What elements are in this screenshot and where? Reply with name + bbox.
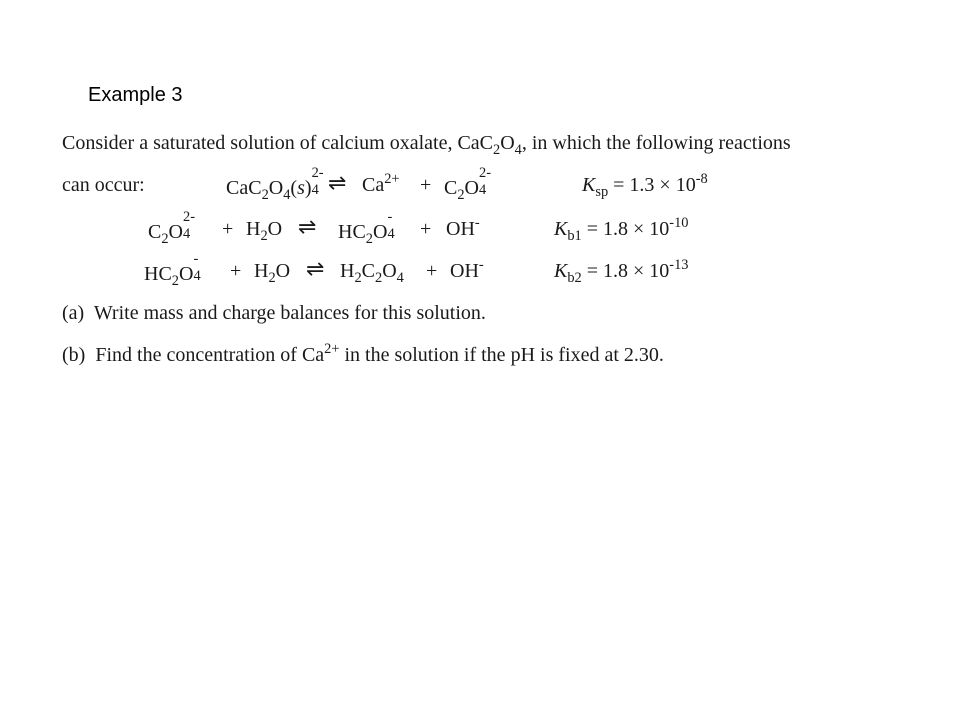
reaction-1-product-2: $C_2O$ 2- 4 [444, 164, 491, 204]
reaction-3-product-2: OH- [450, 257, 484, 282]
reaction-3-reactant-1: $HC_2O$ - 4 [144, 250, 201, 290]
reaction-2-reactant-2: $H_2O$ [246, 218, 283, 245]
reaction-2-reactant-1: $C_2O$ 2- 4 [148, 208, 195, 248]
reaction-1-product-1: $Ca^{2+}$ [362, 171, 400, 196]
equilibrium-arrow: ⇌ [328, 171, 347, 196]
part-b: (b) Find the concentration of $Ca^{2+}$ in the solution if the pH is fixed at 2.30. [62, 341, 664, 366]
plus-sign: + [420, 174, 432, 196]
reaction-3-constant: $K_{b2} = 1.8 \times 10^{-13}$ [554, 257, 689, 287]
plus-sign: + [420, 218, 432, 240]
plus-sign: + [426, 260, 438, 282]
equilibrium-arrow: ⇌ [306, 257, 325, 282]
reaction-3-reactant-2: $H_2O$ [254, 260, 291, 287]
reaction-2-constant: $K_{b1} = 1.8 \times 10^{-10}$ [554, 215, 689, 245]
plus-sign: + [222, 218, 234, 240]
part-a: (a) Write mass and charge balances for this solution. [62, 302, 486, 324]
problem-intro: Consider a saturated solution of calcium oxalate, $CaC_2O_4$, in which the following reactions [62, 132, 791, 159]
reaction-2-product-2: OH- [446, 215, 480, 240]
plus-sign: + [230, 260, 242, 282]
equilibrium-arrow: ⇌ [298, 215, 317, 240]
slide-title: Example 3 [88, 84, 183, 106]
reaction-1-reactant: $CaC_2O_4(s)$ 2- 4 [226, 164, 324, 204]
reaction-2-product-1: $HC_2O$ - 4 [338, 208, 395, 248]
can-occur-label: can occur: [62, 174, 145, 196]
reaction-1-constant: $K_{sp} = 1.3 \times 10^{-8}$ [582, 171, 708, 201]
reaction-3-product-1: $H_2C_2O_4$ [340, 260, 404, 287]
